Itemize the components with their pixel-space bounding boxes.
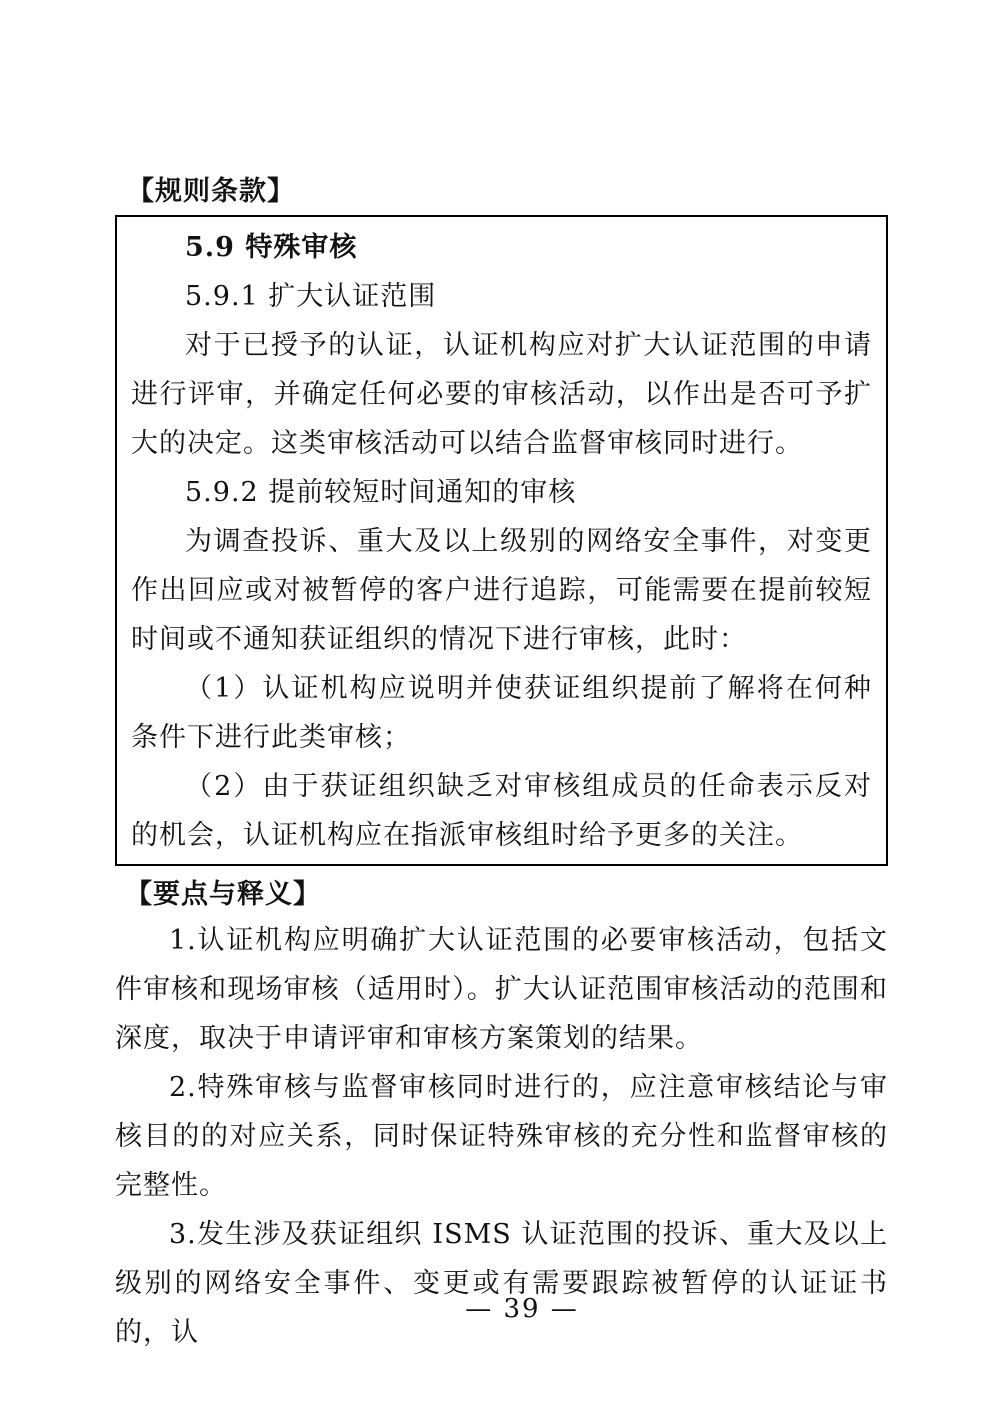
page-number: — 39 — — [465, 1294, 579, 1324]
rule-item-2: （2）由于获证组织缺乏对审核组成员的任命表示反对的机会，认证机构应在指派审核组时给予更多的关注。 — [131, 771, 872, 851]
rule-subheading-5-9-1: 5.9.1 扩大认证范围 — [185, 281, 437, 312]
key-point-2: 2.特殊审核与监督审核同时进行的，应注意审核结论与审核目的的对应关系，同时保证特殊审核的充分性和监督审核的完整性。 — [115, 1072, 888, 1201]
rules-section-heading: 【规则条款】 — [127, 176, 295, 207]
rule-clause-box — [115, 215, 888, 866]
key-point-3: 3.发生涉及获证组织 ISMS 认证范围的投诉、重大及以上级别的网络安全事件、变更或有需要跟踪被暂停的认证证书的，认 — [115, 1219, 888, 1348]
rule-body-5-9-1: 对于已授予的认证，认证机构应对扩大认证范围的申请进行评审，并确定任何必要的审核活动，以作出是否可予扩大的决定。这类审核活动可以结合监督审核同时进行。 — [131, 330, 872, 459]
rule-item-1: （1）认证机构应说明并使获证组织提前了解将在何种条件下进行此类审核； — [131, 673, 872, 753]
key-points-section — [115, 880, 888, 1357]
rule-body-5-9-2: 为调查投诉、重大及以上级别的网络安全事件，对变更作出回应或对被暂停的客户进行追踪，可能需要在提前较短时间或不通知获证组织的情况下进行审核，此时： — [131, 526, 872, 655]
key-point-1: 1.认证机构应明确扩大认证范围的必要审核活动，包括文件审核和现场审核（适用时）。扩大认证范围审核活动的范围和深度，取决于申请评审和审核方案策划的结果。 — [115, 925, 888, 1054]
rule-subheading-5-9-2: 5.9.2 提前较短时间通知的审核 — [185, 477, 577, 508]
rule-title-5-9: 5.9 特殊审核 — [185, 232, 358, 263]
key-points-heading: 【要点与释义】 — [125, 879, 321, 910]
